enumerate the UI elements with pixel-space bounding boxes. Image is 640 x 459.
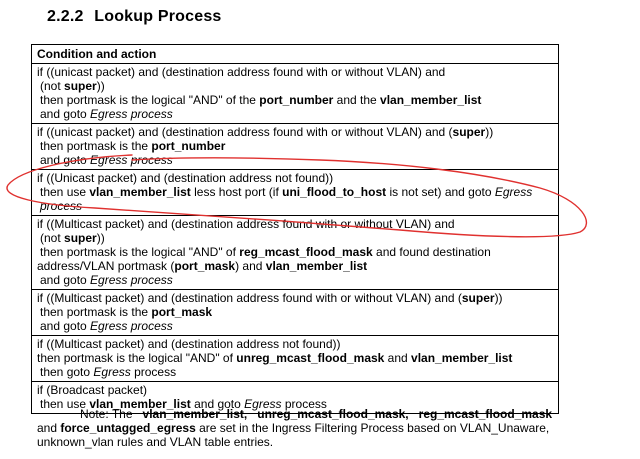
- table-row: [32, 124, 559, 170]
- cell-line: (not super)): [40, 79, 105, 93]
- table-cell: [32, 64, 559, 124]
- table-row: [32, 216, 559, 290]
- cell-line: then portmask is the port_mask: [40, 305, 213, 319]
- table-cell: [32, 216, 559, 290]
- note-line: Note: The vlan_member_list, unreg_mcast_flood_mask, reg_mcast_flood_mask: [80, 407, 553, 421]
- cell-line: then portmask is the port_number: [40, 139, 226, 153]
- table-header-row: [32, 45, 559, 64]
- table-row: [32, 290, 559, 336]
- table-header-cell: Condition and action: [32, 45, 559, 64]
- table-row: [32, 336, 559, 382]
- table-cell: [32, 336, 559, 382]
- table-row: [32, 170, 559, 216]
- table-cell: [32, 124, 559, 170]
- table-note: [37, 407, 572, 449]
- cell-line: then use vlan_member_list and goto Egress process: [40, 397, 327, 411]
- cell-line: then portmask is the logical "AND" of unreg_mcast_flood_mask and vlan_member_list: [37, 351, 513, 365]
- section-heading: [47, 8, 222, 26]
- table-row: [32, 64, 559, 124]
- cell-line: then portmask is the logical "AND" of the port_number and the vlan_member_list: [40, 93, 482, 107]
- cell-line: and goto Egress process: [40, 273, 173, 287]
- cell-line: and goto Egress process: [40, 153, 173, 167]
- section-number: 2.2.2: [47, 8, 84, 25]
- cell-line: then use vlan_member_list less host port (if uni_flood_to_host is not set) and goto Egress process: [40, 185, 533, 213]
- table-cell: [32, 290, 559, 336]
- cell-line: then goto Egress process: [40, 365, 177, 379]
- cell-line: if ((Multicast packet) and (destination address found with or without VLAN) and (super)): [37, 291, 503, 305]
- cell-line: (not super)): [40, 231, 105, 245]
- cell-line: and goto Egress process: [40, 107, 173, 121]
- cell-line: if ((unicast packet) and (destination address found with or without VLAN) and (super)): [37, 125, 494, 139]
- lookup-table: [31, 44, 559, 414]
- cell-line: if ((Unicast packet) and (destination address not found)): [37, 171, 334, 185]
- cell-line: if ((Multicast packet) and (destination address found with or without VLAN) and: [37, 217, 455, 231]
- section-title: Lookup Process: [94, 8, 222, 25]
- table-cell: [32, 170, 559, 216]
- cell-line: if ((Multicast packet) and (destination address not found)): [37, 337, 341, 351]
- cell-line: then portmask is the logical "AND" of reg_mcast_flood_mask and found destination: [40, 245, 491, 259]
- cell-line: and goto Egress process: [40, 319, 173, 333]
- note-line: and force_untagged_egress are set in the Ingress Filtering Process based on VLAN_Unaware,: [37, 421, 550, 435]
- cell-line: if ((unicast packet) and (destination address found with or without VLAN) and: [37, 65, 446, 79]
- cell-line: if (Broadcast packet): [37, 383, 148, 397]
- cell-line: address/VLAN portmask (port_mask) and vlan_member_list: [37, 259, 368, 273]
- note-line: unknown_vlan rules and VLAN table entries.: [37, 435, 274, 449]
